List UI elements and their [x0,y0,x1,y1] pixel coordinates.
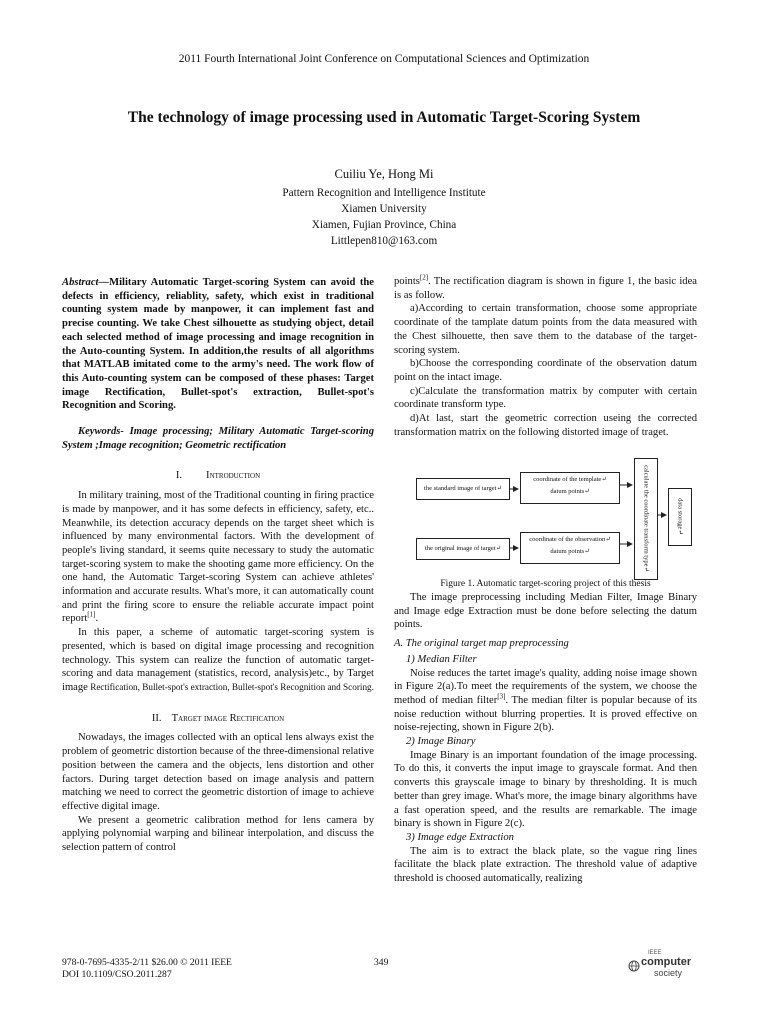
affiliation-line: Pattern Recognition and Intelligence Institute [282,187,486,199]
figure-box-observation-coordinates: coordinate of the observation↵ datum points↵ [520,532,620,564]
step-d: d)At last, start the geometric correction useing the corrected transformation matrix on the following distorted image of traget. [394,413,697,438]
affiliation-line: Xiamen University [341,203,427,215]
globe-icon [628,960,640,972]
abstract-text: —Military Automatic Target-scoring System can avoid the defects in efficiency, reliablity, safety, which exist in traditional counting system made by manpower, it can implement fast and precise counting. We take Chest silhouette as studying object, detail each selected method of image processing and image recognition in the Auto-counting System. In addition,the results of all algorithms that MATLAB imitated come to the army's need. The work flow of this Auto-counting system can be composed of these phases: Target image Rectification, Bullet-spot's extraction, Bullet-spot's Recognition and Scoring. [62,277,374,412]
figure-box-template-coordinates: coordinate of the template↵ datum points↵ [520,472,620,504]
rectification-paragraph-2: We present a geometric calibration method for lens camera by applying polynomial warping and bilinear interpolation, and discuss the selection pattern of control [62,814,374,854]
right-column-bottom [394,591,697,886]
preprocessing-intro: The image preprocessing including Median Filter, Image Binary and Image edge Extraction must be done before selecting the datum points. [394,592,697,631]
rectification-intro: points[2]. The rectification diagram is shown in figure 1, the basic idea is as follow. [394,273,697,301]
right-column-top [394,275,697,439]
step-c: c)Calculate the transformation matrix by computer with certain coordinate transform type. [394,385,697,411]
section-heading-introduction: I. Introduction [175,470,261,482]
figure-1-caption: Figure 1. Automatic target-scoring project of this thesis [440,579,651,589]
citation-1: [1] [87,610,96,619]
image-binary-text: Image Binary is an important foundation of the image processing. To do this, it converts the input image to grayscale format. And then converts this grayscale image to binary by thresholding. It is much better than grey image. What's more, the image binary algorithms have a fast operation speed, and the results are remarkable. The image binary is shown in Figure 2(c). [394,749,697,830]
author-email: Littlepen810@163.com [330,235,438,247]
median-filter-text: Noise reduces the tartet image's quality, adding noise image shown in Figure 2(a).To meet the requirements of the system, we choose the method of median filter[3]. The median filter is popular because of its noise reduction without blurring properties. It is proved effective on noise-rejecting, shown in Figure 2(b). [394,667,697,734]
subsubsection-edge-extraction: 3) Image edge Extraction [406,831,514,843]
keywords [62,425,374,452]
rectification-paragraph-1: Nowadays, the images collected with an optical lens always exist the problem of geometric distortion because of the three-dimensional relative position between the camera and the objects, lens distortion and other factors. During target detection based on image analysis and pattern matching we need to correct the geometric distortion of image to achieve effective digital image. [62,732,374,812]
subsection-heading-a: A. The original target map preprocessing [394,638,569,650]
intro-paragraph-1: In military training, most of the Traditional counting in firing practice is made by manpower, and it has some defects in efficiency, safety, etc.. Meanwhile, its detection accuracy depends on the target sheet which is influenced by many environmental factors. With the development of people's living standard, it seems quite necessary to study the automatic target-scoring system to make the shooting game more efficiency. On the one hand, the Automatic Target-scoring System can achieve athletes' information and accurate results. What's more, it can automatically count and print the firing score to ensure the reliable accurate impact point report[1]. [62,490,374,625]
affiliation-block [0,185,768,249]
footer-copyright: 978-0-7695-4335-2/11 $26.00 © 2011 IEEE DOI 10.1109/CSO.2011.287 [62,957,232,980]
figure-box-data-storage: data storage↵ [668,488,692,546]
ieee-computer-society-logo: IEEE computer society [626,950,696,980]
section-heading-rectification: II. Target image Rectification [151,712,285,724]
affiliation-line: Xiamen, Fujian Province, China [311,219,457,231]
paper-authors: Cuiliu Ye, Hong Mi [334,167,434,181]
keywords-text: Image processing; Military Automatic Target-scoring System ;Image recognition; Geometric rectification [62,426,374,451]
figure-box-original-image: the original image of target↵ [416,538,510,560]
subsubsection-median-filter: 1) Median Filter [406,653,477,665]
figure-box-transform-type: calculate the coordinate transform type↵ [634,458,658,580]
abstract [62,276,374,413]
abstract-label: Abstract [62,277,99,288]
subsubsection-image-binary: 2) Image Binary [406,736,476,748]
figure-1-diagram [394,458,697,580]
conference-header: 2011 Fourth International Joint Conference on Computational Sciences and Optimization [178,53,590,65]
figure-box-standard-image: the standard image of target↵ [416,478,510,500]
step-b: b)Choose the corresponding coordinate of the observation datum point on the intact image. [394,358,697,383]
edge-extraction-text: The aim is to extract the black plate, so the vague ring lines facilitate the black plate extraction. The threshold value of adaptive threshold is choosed automatically, realizing [394,845,697,885]
left-column [62,276,374,855]
page-number: 349 [374,957,389,968]
citation-3: [3] [497,692,506,701]
intro-paragraph-2: In this paper, a scheme of automatic target-scoring system is presented, which is based on digital image processing and recognition technology. This system can realize the function of automatic target-scoring and data management (statistics, record, analysis)etc., by Target image Rectification, Bullet-spot's extraction, Bullet-spot's Recognition and Scoring. [62,627,374,693]
step-a: a)According to certain transformation, choose some appropriate coordinate of the tamplate datum points from the data measured with the Chest silhouette, then save them to the database of the target-scoring system. [394,303,697,356]
keywords-label: Keywords- [78,426,124,438]
citation-2: [2] [419,273,429,282]
paper-title: The technology of image processing used in Automatic Target-Scoring System [127,109,641,126]
